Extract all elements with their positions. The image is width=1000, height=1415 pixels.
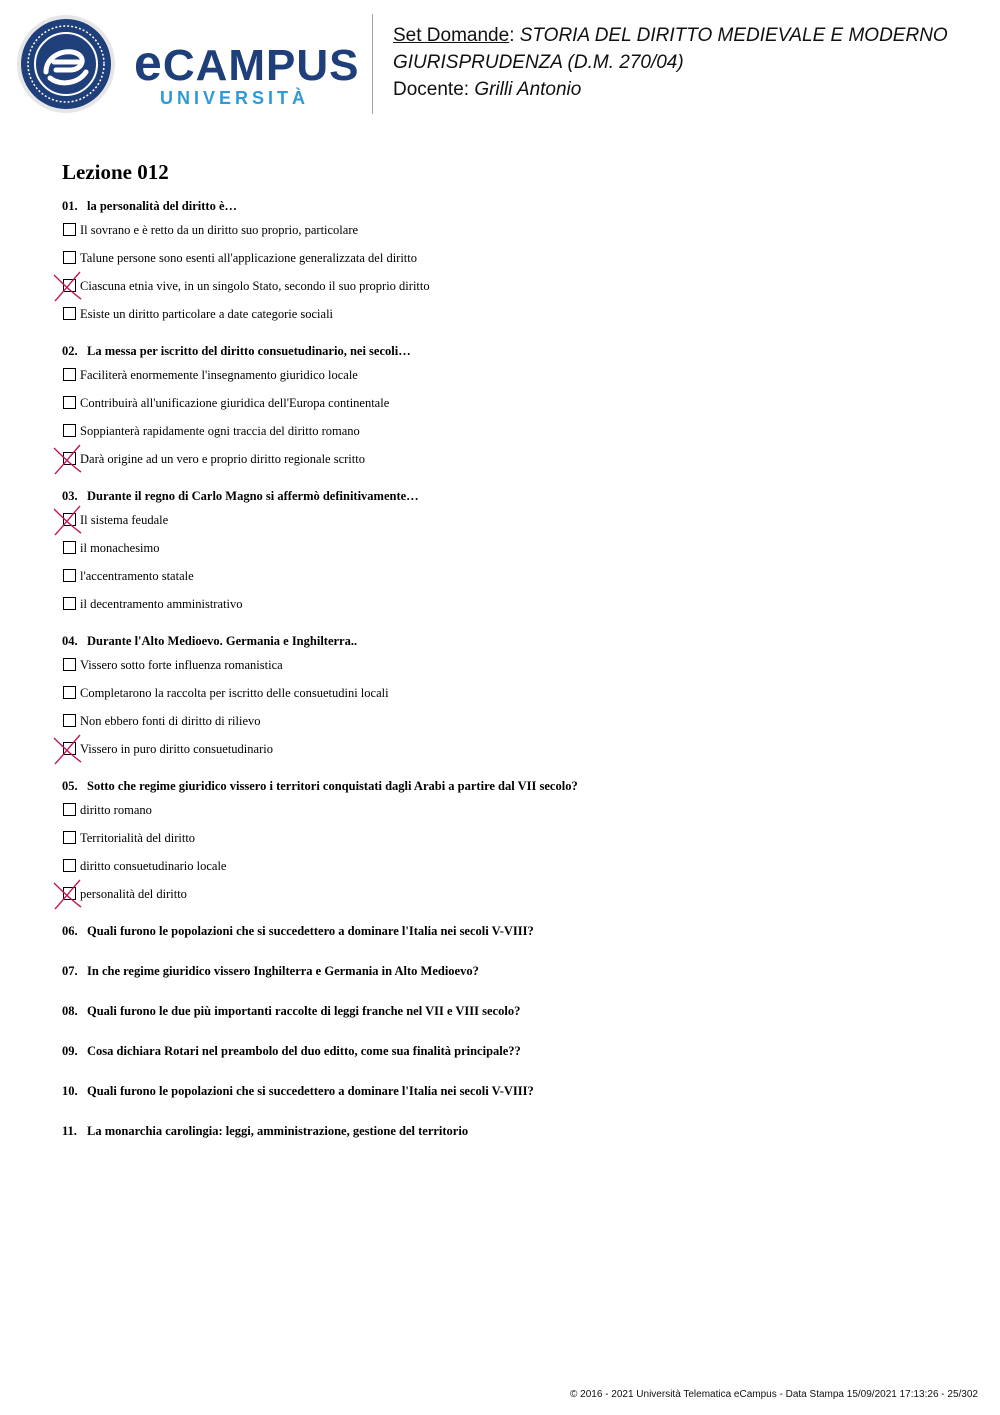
question-label: Quali furono le due più importanti raccolte di leggi franche nel VII e VIII secolo? bbox=[87, 1004, 521, 1018]
spacer bbox=[62, 941, 962, 961]
check-mark-icon bbox=[50, 877, 84, 911]
answer-label: diritto romano bbox=[80, 803, 152, 817]
lesson-title: Lezione 012 bbox=[62, 160, 169, 184]
spacer bbox=[62, 1141, 962, 1161]
checkbox[interactable] bbox=[63, 396, 76, 409]
answer-option[interactable] bbox=[62, 735, 962, 763]
answer-label: Non ebbero fonti di diritto di rilievo bbox=[80, 714, 261, 728]
answer-label: il decentramento amministrativo bbox=[80, 597, 243, 611]
checkbox[interactable] bbox=[63, 223, 76, 236]
answer-option[interactable] bbox=[62, 417, 962, 445]
spacer bbox=[62, 908, 962, 921]
check-mark-icon bbox=[50, 503, 84, 537]
answer-option[interactable] bbox=[62, 361, 962, 389]
answer-label: Il sistema feudale bbox=[80, 513, 169, 527]
answer-option[interactable] bbox=[62, 216, 962, 244]
checkbox[interactable] bbox=[63, 307, 76, 320]
answer-option[interactable] bbox=[62, 272, 962, 300]
checkbox[interactable] bbox=[63, 569, 76, 582]
answer-label: Talune persone sono esenti all'applicazione generalizzata del diritto bbox=[80, 251, 417, 265]
check-mark-icon bbox=[50, 442, 84, 476]
question-number: 02. bbox=[62, 344, 78, 358]
answer-option[interactable] bbox=[62, 562, 962, 590]
question-text bbox=[62, 341, 962, 361]
question-text bbox=[62, 776, 962, 796]
checkbox[interactable] bbox=[63, 831, 76, 844]
question-text bbox=[62, 486, 962, 506]
spacer bbox=[62, 763, 962, 776]
course-title: STORIA DEL DIRITTO MEDIEVALE E MODERNO bbox=[519, 25, 948, 46]
question-label: Quali furono le popolazioni che si succedettero a dominare l'Italia nei secoli V-VIII? bbox=[87, 1084, 534, 1098]
question-label: la personalità del diritto è… bbox=[87, 199, 237, 213]
open-question-text bbox=[62, 1001, 962, 1021]
checkbox[interactable] bbox=[63, 658, 76, 671]
question-number: 06. bbox=[62, 924, 78, 938]
checkbox[interactable] bbox=[63, 714, 76, 727]
question-label: Cosa dichiara Rotari nel preambolo del duo editto, come sua finalità principale?? bbox=[87, 1044, 521, 1058]
check-mark-icon bbox=[50, 732, 84, 766]
question-number: 01. bbox=[62, 199, 78, 213]
answer-label: Vissero in puro diritto consuetudinario bbox=[80, 742, 273, 756]
question-number: 08. bbox=[62, 1004, 78, 1018]
answer-label: Ciascuna etnia vive, in un singolo Stato, secondo il suo proprio diritto bbox=[80, 279, 430, 293]
open-question-text bbox=[62, 1081, 962, 1101]
question-label: La monarchia carolingia: leggi, amministrazione, gestione del territorio bbox=[87, 1124, 469, 1138]
header-divider bbox=[372, 14, 373, 114]
spacer bbox=[62, 981, 962, 1001]
answer-option[interactable] bbox=[62, 300, 962, 328]
checkbox[interactable] bbox=[63, 597, 76, 610]
question-label: La messa per iscritto del diritto consuetudinario, nei secoli… bbox=[87, 344, 411, 358]
answer-option[interactable] bbox=[62, 445, 962, 473]
answer-label: Territorialità del diritto bbox=[80, 831, 196, 845]
answer-label: Completarono la raccolta per iscritto delle consuetudini locali bbox=[80, 686, 389, 700]
answer-option[interactable] bbox=[62, 880, 962, 908]
ecampus-wordmark: eCAMPUS bbox=[134, 35, 360, 91]
answer-option[interactable] bbox=[62, 506, 962, 534]
answer-option[interactable] bbox=[62, 824, 962, 852]
question-number: 11. bbox=[62, 1124, 77, 1138]
answer-option[interactable] bbox=[62, 796, 962, 824]
spacer bbox=[62, 618, 962, 631]
answer-label: Faciliterà enormemente l'insegnamento giuridico locale bbox=[80, 368, 358, 382]
answer-label: Soppianterà rapidamente ogni traccia del diritto romano bbox=[80, 424, 360, 438]
question-list bbox=[62, 196, 962, 1161]
open-question-text bbox=[62, 961, 962, 981]
spacer bbox=[62, 1021, 962, 1041]
ecampus-seal-logo-icon bbox=[16, 14, 116, 114]
check-mark-icon bbox=[50, 269, 84, 303]
answer-option[interactable] bbox=[62, 590, 962, 618]
course-info: Set Domande: STORIA DEL DIRITTO MEDIEVALE E MODERNO GIURISPRUDENZA (D.M. 270/04) Docente: Grilli Antonio bbox=[393, 25, 948, 100]
checkbox[interactable] bbox=[63, 251, 76, 264]
question-number: 05. bbox=[62, 779, 78, 793]
answer-label: il monachesimo bbox=[80, 541, 160, 555]
question-number: 10. bbox=[62, 1084, 78, 1098]
question-number: 04. bbox=[62, 634, 78, 648]
question-number: 09. bbox=[62, 1044, 78, 1058]
checkbox[interactable] bbox=[63, 686, 76, 699]
answer-option[interactable] bbox=[62, 651, 962, 679]
answer-label: l'accentramento statale bbox=[80, 569, 194, 583]
spacer bbox=[62, 1061, 962, 1081]
question-text bbox=[62, 631, 962, 651]
question-label: In che regime giuridico vissero Inghilterra e Germania in Alto Medioevo? bbox=[87, 964, 479, 978]
answer-option[interactable] bbox=[62, 244, 962, 272]
page-header bbox=[0, 0, 1000, 130]
set-label: Set Domande bbox=[393, 25, 510, 46]
answer-label: personalità del diritto bbox=[80, 887, 187, 901]
question-label: Durante il regno di Carlo Magno si affermò definitivamente… bbox=[87, 489, 419, 503]
open-question-text bbox=[62, 921, 962, 941]
question-number: 07. bbox=[62, 964, 78, 978]
checkbox[interactable] bbox=[63, 541, 76, 554]
question-label: Quali furono le popolazioni che si succedettero a dominare l'Italia nei secoli V-VIII? bbox=[87, 924, 534, 938]
checkbox[interactable] bbox=[63, 859, 76, 872]
course-subtitle: GIURISPRUDENZA (D.M. 270/04) bbox=[393, 52, 684, 73]
answer-label: diritto consuetudinario locale bbox=[80, 859, 227, 873]
answer-option[interactable] bbox=[62, 707, 962, 735]
spacer bbox=[62, 473, 962, 486]
open-question-text bbox=[62, 1041, 962, 1061]
checkbox[interactable] bbox=[63, 803, 76, 816]
answer-option[interactable] bbox=[62, 534, 962, 562]
answer-label: Darà origine ad un vero e proprio diritto regionale scritto bbox=[80, 452, 365, 466]
answer-label: Il sovrano e è retto da un diritto suo proprio, particolare bbox=[80, 223, 359, 237]
docente-name: Grilli Antonio bbox=[474, 79, 582, 100]
checkbox[interactable] bbox=[63, 368, 76, 381]
checkbox[interactable] bbox=[63, 424, 76, 437]
answer-option[interactable] bbox=[62, 389, 962, 417]
spacer bbox=[62, 328, 962, 341]
docente-label: Docente: bbox=[393, 79, 470, 100]
answer-label: Contribuirà all'unificazione giuridica dell'Europa continentale bbox=[80, 396, 390, 410]
answer-option[interactable] bbox=[62, 852, 962, 880]
answer-label: Esiste un diritto particolare a date categorie sociali bbox=[80, 307, 334, 321]
answer-option[interactable] bbox=[62, 679, 962, 707]
question-label: Durante l'Alto Medioevo. Germania e Inghilterra.. bbox=[87, 634, 358, 648]
open-question-text bbox=[62, 1121, 962, 1141]
question-number: 03. bbox=[62, 489, 78, 503]
answer-label: Vissero sotto forte influenza romanistica bbox=[80, 658, 283, 672]
page-footer: © 2016 - 2021 Università Telematica eCampus - Data Stampa 15/09/2021 17:13:26 - 25/302 bbox=[570, 1389, 978, 1400]
question-text bbox=[62, 196, 962, 216]
spacer bbox=[62, 1101, 962, 1121]
universita-wordmark: UNIVERSITÀ bbox=[160, 88, 310, 108]
question-label: Sotto che regime giuridico vissero i territori conquistati dagli Arabi a partire dal VII secolo? bbox=[87, 779, 578, 793]
